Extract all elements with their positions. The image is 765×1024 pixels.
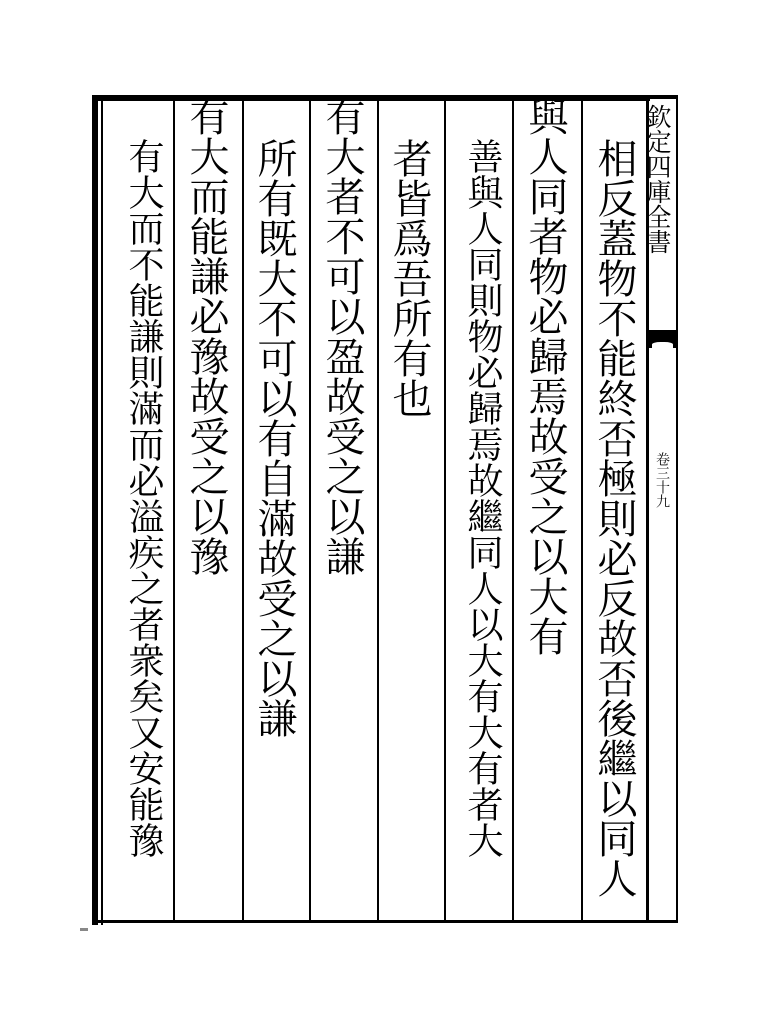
column-separator bbox=[242, 100, 244, 922]
frame-bottom-border bbox=[92, 920, 650, 923]
column-separator bbox=[173, 100, 175, 922]
margin-strip-bottom-line bbox=[646, 920, 678, 923]
column-separator bbox=[581, 100, 583, 922]
text-column-7: 有大而能謙必豫故受之以豫 bbox=[183, 96, 229, 576]
text-column-8: 有大而不能謙則滿而必溢疾之者衆矣又安能豫 bbox=[123, 138, 164, 858]
column-separator bbox=[377, 100, 379, 922]
text-column-6: 所有既大不可以有自滿故受之以謙 bbox=[251, 138, 297, 738]
text-column-1: 相反蓋物不能終否極則必反故否後繼以同人 bbox=[591, 138, 637, 898]
column-separator bbox=[512, 100, 514, 922]
fishtail-mark bbox=[649, 330, 676, 348]
frame-left-border bbox=[92, 95, 98, 925]
column-separator bbox=[444, 100, 446, 922]
frame-left-inner-border bbox=[101, 100, 103, 925]
column-separator bbox=[309, 100, 311, 922]
margin-strip-right-line bbox=[676, 95, 678, 923]
margin-volume: 卷三十九 bbox=[654, 452, 670, 508]
text-column-5: 有大者不可以盈故受之以謙 bbox=[319, 96, 365, 576]
text-column-3: 善與人同則物必歸焉故繼同人以大有大有者大 bbox=[462, 138, 503, 858]
text-column-2: 與人同者物必歸焉故受之以大有 bbox=[522, 96, 568, 656]
scan-speck bbox=[80, 928, 88, 931]
text-column-4: 者皆爲吾所有也 bbox=[386, 138, 432, 418]
margin-title: 欽定四庫全書 bbox=[643, 104, 672, 254]
margin-strip-top-line bbox=[646, 95, 678, 99]
